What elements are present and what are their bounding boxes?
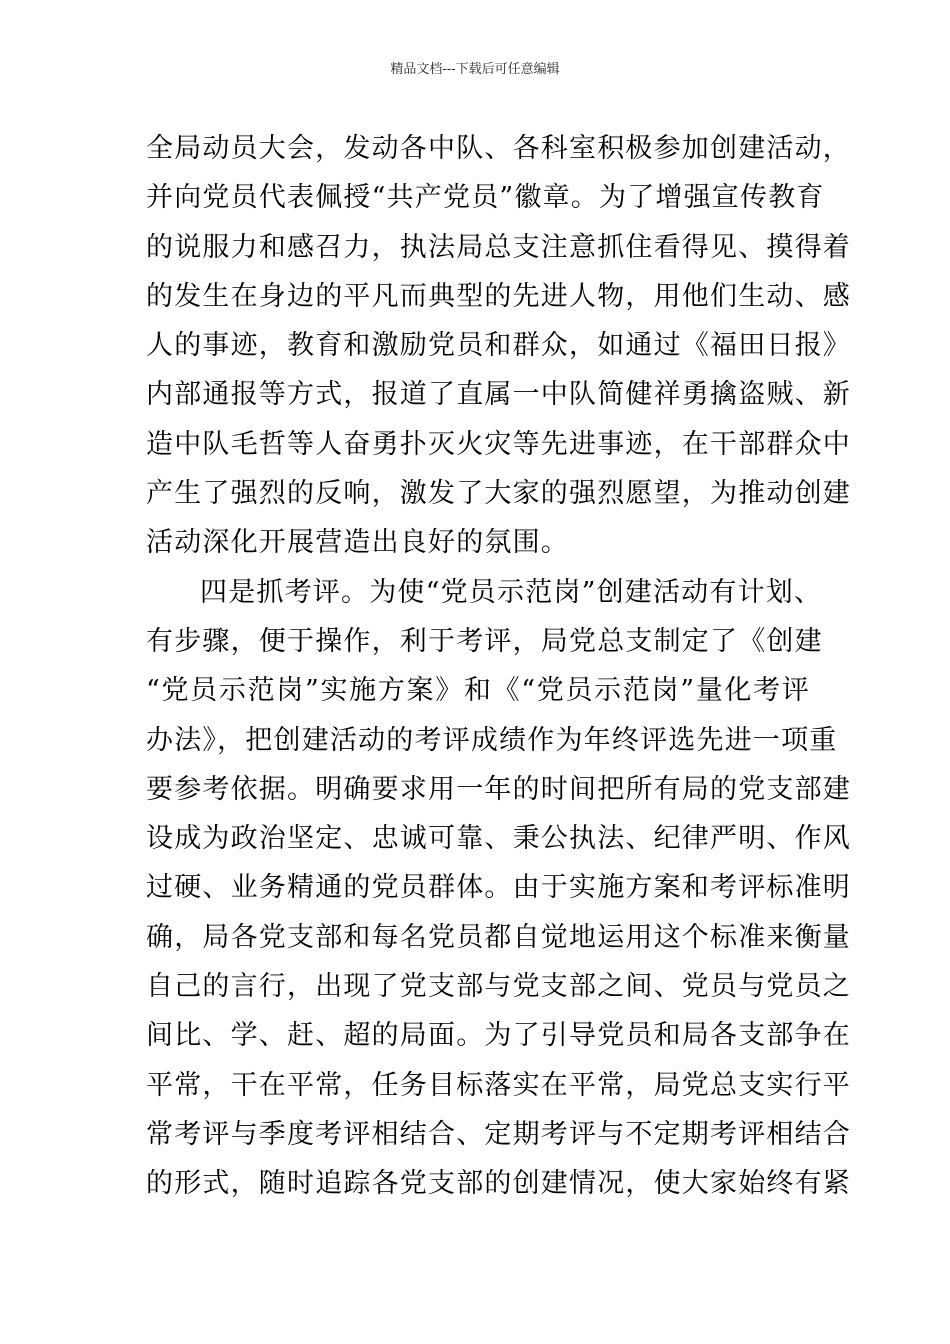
- text-line: 的形式，随时追踪各党支部的创建情况，使大家始终有紧: [146, 1168, 851, 1200]
- text-line: “党员示范岗”实施方案》和《“党员示范岗”量化考评: [146, 675, 810, 707]
- text-line: 有步骤，便于操作，利于考评，局党总支制定了《创建: [146, 625, 823, 657]
- text-line: 并向党员代表佩授“共产党员”徽章。为了增强宣传教育: [146, 182, 825, 214]
- text-line: 办法》，把创建活动的考评成绩作为年终评选先进一项重: [146, 724, 838, 756]
- text-line: 的说服力和感召力，执法局总支注意抓住看得见、摸得着: [146, 231, 851, 263]
- text-line: 过硬、业务精通的党员群体。由于实施方案和考评标准明: [146, 872, 851, 904]
- text-line: 要参考依据。明确要求用一年的时间把所有局的党支部建: [146, 773, 851, 805]
- text-line: 四是抓考评。为使“党员示范岗”创建活动有计划、: [200, 576, 823, 608]
- text-line: 平常，干在平常，任务目标落实在平常，局党总支实行平: [146, 1069, 851, 1101]
- page-header: 精品文档---下载后可任意编辑: [390, 62, 560, 77]
- paragraph-2: [146, 568, 851, 1209]
- text-line: 产生了强烈的反响，激发了大家的强烈愿望，为推动创建: [146, 478, 851, 510]
- text-line: 自己的言行，出现了党支部与党支部之间、党员与党员之: [146, 971, 851, 1003]
- text-line: 确，局各党支部和每名党员都自觉地运用这个标准来衡量: [146, 921, 851, 953]
- document-body: [146, 124, 851, 1209]
- text-line: 内部通报等方式，报道了直属一中队简健祥勇擒盗贼、新: [146, 379, 851, 411]
- text-line: 全局动员大会，发动各中队、各科室积极参加创建活动，: [146, 133, 851, 164]
- text-line: 常考评与季度考评相结合、定期考评与不定期考评相结合: [146, 1118, 851, 1150]
- text-line: 人的事迹，教育和激励党员和群众，如通过《福田日报》: [146, 330, 851, 362]
- text-line: 活动深化开展营造出良好的氛围。: [146, 527, 569, 559]
- text-line: 间比、学、赶、超的局面。为了引导党员和局各支部争在: [146, 1020, 851, 1052]
- text-line: 的发生在身边的平凡而典型的先进人物，用他们生动、感: [146, 280, 851, 312]
- text-line: 设成为政治坚定、忠诚可靠、秉公执法、纪律严明、作风: [146, 823, 851, 855]
- paragraph-1: [146, 124, 851, 568]
- text-line: 造中队毛哲等人奋勇扑灭火灾等先进事迹，在干部群众中: [146, 428, 851, 460]
